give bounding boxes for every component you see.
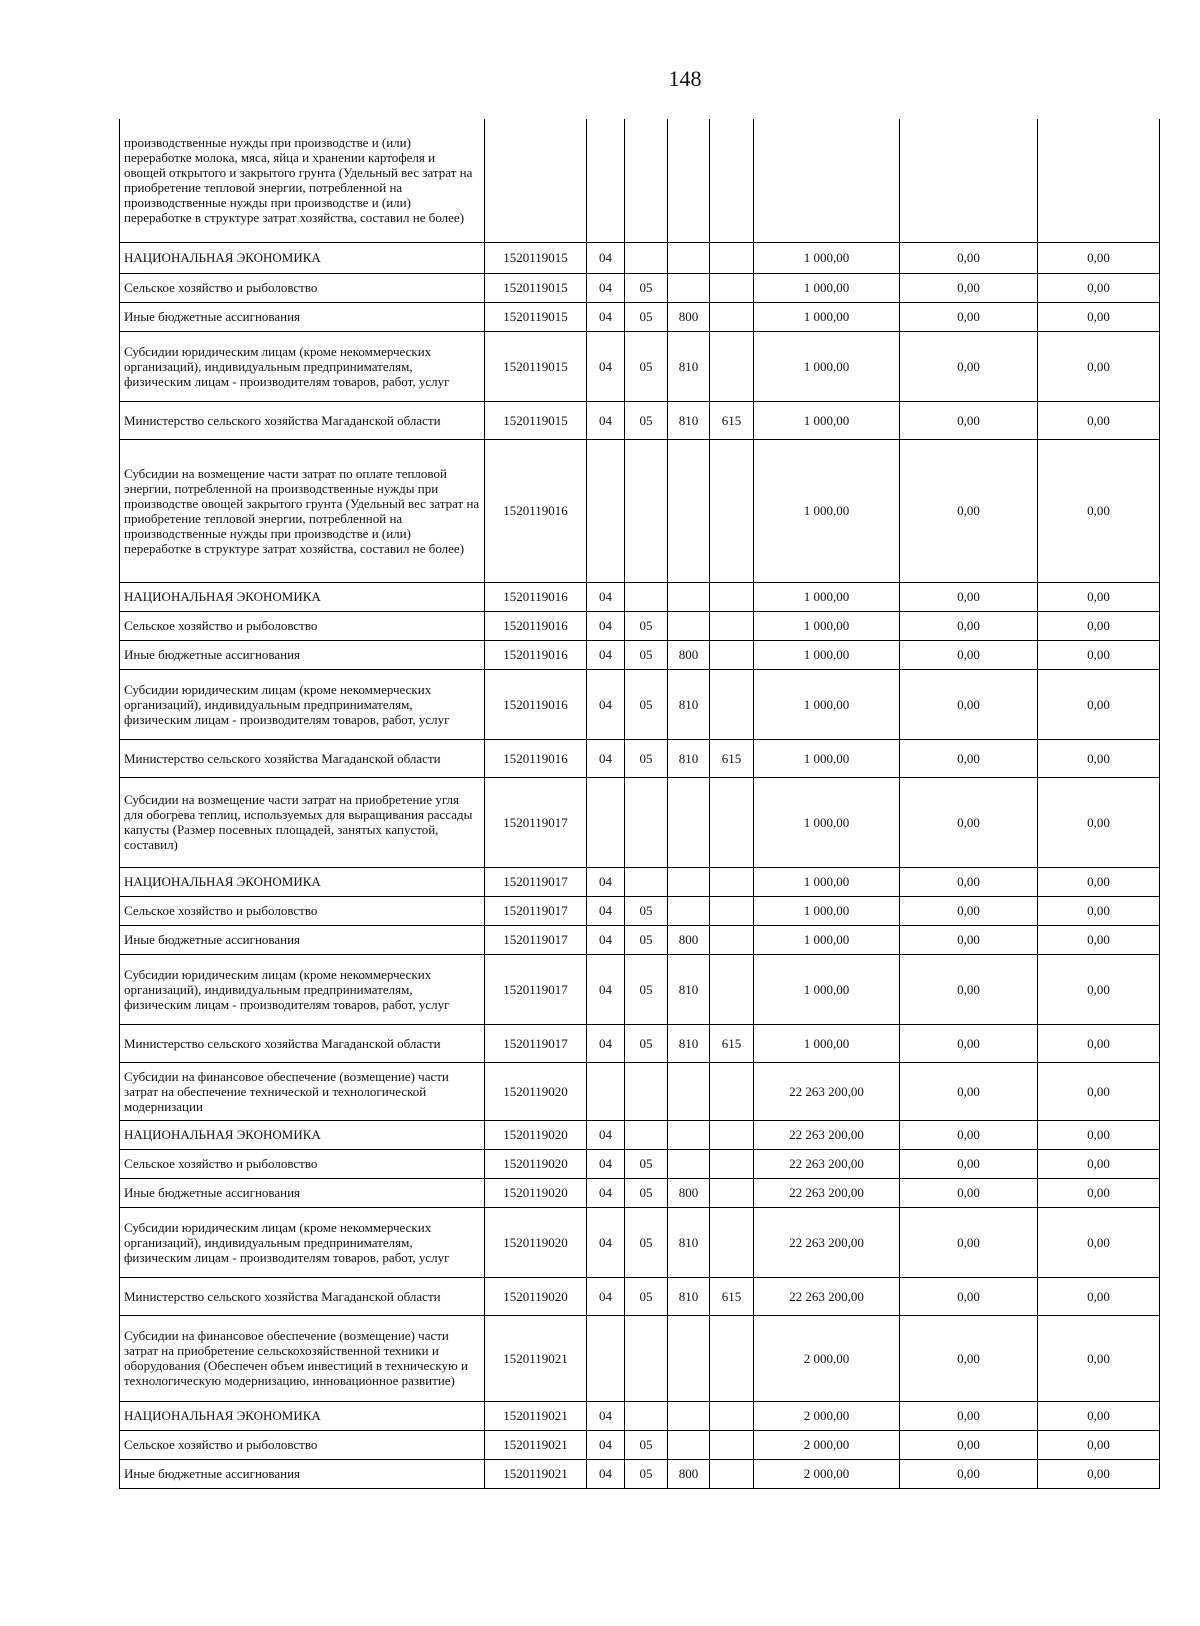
row-sum-3: 0,00 (1038, 1430, 1160, 1459)
row-sum-3: 0,00 (1038, 439, 1160, 582)
table-row (120, 777, 1160, 867)
row-vid: 800 (668, 1459, 710, 1488)
row-code: 1520119015 (485, 242, 587, 273)
row-code: 1520119017 (485, 1024, 587, 1062)
row-sum-2: 0,00 (900, 302, 1038, 331)
row-podrazdel (625, 1315, 668, 1401)
row-razdel: 04 (587, 867, 625, 896)
table-row (120, 896, 1160, 925)
row-razdel: 04 (587, 1459, 625, 1488)
row-name: Субсидии юридическим лицам (кроме некоммерческих организаций), индивидуальным предпринимателям, физическим лицам - производителям товаров, работ, услуг (120, 331, 485, 401)
row-glava (710, 1062, 754, 1120)
row-code: 1520119016 (485, 582, 587, 611)
table-row (120, 331, 1160, 401)
row-sum-2: 0,00 (900, 582, 1038, 611)
row-razdel: 04 (587, 242, 625, 273)
row-vid: 810 (668, 401, 710, 439)
row-podrazdel: 05 (625, 611, 668, 640)
row-code: 1520119017 (485, 867, 587, 896)
row-sum-1: 1 000,00 (754, 331, 900, 401)
row-code: 1520119017 (485, 777, 587, 867)
row-code: 1520119020 (485, 1178, 587, 1207)
row-glava (710, 777, 754, 867)
row-vid: 810 (668, 1277, 710, 1315)
row-glava: 615 (710, 1277, 754, 1315)
row-sum-2: 0,00 (900, 401, 1038, 439)
row-sum-1: 1 000,00 (754, 896, 900, 925)
row-vid (668, 582, 710, 611)
row-vid (668, 242, 710, 273)
row-sum-2: 0,00 (900, 439, 1038, 582)
row-glava (710, 331, 754, 401)
row-sum-1: 1 000,00 (754, 302, 900, 331)
row-code: 1520119015 (485, 273, 587, 302)
row-razdel: 04 (587, 1120, 625, 1149)
row-sum-2 (900, 119, 1038, 242)
row-vid (668, 1062, 710, 1120)
row-code: 1520119021 (485, 1315, 587, 1401)
row-sum-3: 0,00 (1038, 640, 1160, 669)
row-razdel: 04 (587, 331, 625, 401)
row-podrazdel: 05 (625, 401, 668, 439)
row-sum-2: 0,00 (900, 954, 1038, 1024)
table-row (120, 582, 1160, 611)
row-sum-1: 1 000,00 (754, 401, 900, 439)
row-code: 1520119017 (485, 896, 587, 925)
row-name: Министерство сельского хозяйства Магаданской области (120, 401, 485, 439)
row-vid (668, 1120, 710, 1149)
row-sum-3: 0,00 (1038, 925, 1160, 954)
row-sum-3: 0,00 (1038, 1277, 1160, 1315)
row-razdel: 04 (587, 1277, 625, 1315)
row-vid (668, 1430, 710, 1459)
row-sum-3 (1038, 119, 1160, 242)
row-razdel: 04 (587, 1401, 625, 1430)
row-razdel: 04 (587, 739, 625, 777)
table-row (120, 1120, 1160, 1149)
row-podrazdel: 05 (625, 1024, 668, 1062)
row-sum-2: 0,00 (900, 1149, 1038, 1178)
row-vid: 810 (668, 1024, 710, 1062)
row-sum-1: 1 000,00 (754, 925, 900, 954)
table-row (120, 439, 1160, 582)
row-sum-2: 0,00 (900, 1315, 1038, 1401)
table-row (120, 1401, 1160, 1430)
table-row (120, 640, 1160, 669)
row-name: НАЦИОНАЛЬНАЯ ЭКОНОМИКА (120, 1401, 485, 1430)
row-glava (710, 1401, 754, 1430)
row-sum-3: 0,00 (1038, 1178, 1160, 1207)
row-podrazdel: 05 (625, 1459, 668, 1488)
row-sum-3: 0,00 (1038, 331, 1160, 401)
row-glava (710, 242, 754, 273)
row-name: Субсидии на финансовое обеспечение (возмещение) части затрат на обеспечение технической и технологической модернизации (120, 1062, 485, 1120)
row-vid: 810 (668, 669, 710, 739)
row-code: 1520119020 (485, 1207, 587, 1277)
row-podrazdel: 05 (625, 1277, 668, 1315)
table-row (120, 669, 1160, 739)
row-name: производственные нужды при производстве и (или) переработке молока, мяса, яйца и хранении картофеля и овощей открытого и закрытого грунта (Удельный вес затрат на приобретение тепловой энергии, потребленной на производственные нужды при производстве и (или) переработке в структуре затрат хозяйства, составил не более) (120, 119, 485, 242)
row-podrazdel (625, 242, 668, 273)
row-podrazdel: 05 (625, 640, 668, 669)
row-sum-1: 1 000,00 (754, 640, 900, 669)
row-vid (668, 1315, 710, 1401)
table-row (120, 1178, 1160, 1207)
row-sum-2: 0,00 (900, 331, 1038, 401)
table-row (120, 925, 1160, 954)
row-name: Иные бюджетные ассигнования (120, 1459, 485, 1488)
row-razdel (587, 119, 625, 242)
row-sum-1: 22 263 200,00 (754, 1207, 900, 1277)
table-row (120, 1062, 1160, 1120)
row-vid: 800 (668, 640, 710, 669)
row-name: Иные бюджетные ассигнования (120, 302, 485, 331)
row-sum-1: 22 263 200,00 (754, 1120, 900, 1149)
row-glava (710, 1315, 754, 1401)
table-row (120, 1430, 1160, 1459)
row-code: 1520119015 (485, 302, 587, 331)
row-sum-3: 0,00 (1038, 867, 1160, 896)
row-name: Субсидии на возмещение части затрат на приобретение угля для обогрева теплиц, используемых для выращивания рассады капусты (Размер посевных площадей, занятых капустой, составил) (120, 777, 485, 867)
table-row (120, 1277, 1160, 1315)
row-vid: 810 (668, 1207, 710, 1277)
row-sum-1: 2 000,00 (754, 1401, 900, 1430)
row-code: 1520119016 (485, 640, 587, 669)
row-name: Сельское хозяйство и рыболовство (120, 896, 485, 925)
row-sum-1 (754, 119, 900, 242)
row-sum-1: 1 000,00 (754, 582, 900, 611)
row-razdel (587, 1315, 625, 1401)
row-glava: 615 (710, 1024, 754, 1062)
table-row (120, 1207, 1160, 1277)
row-sum-1: 2 000,00 (754, 1430, 900, 1459)
row-sum-3: 0,00 (1038, 1207, 1160, 1277)
row-code: 1520119021 (485, 1459, 587, 1488)
row-podrazdel (625, 867, 668, 896)
row-sum-3: 0,00 (1038, 273, 1160, 302)
table-row (120, 242, 1160, 273)
row-vid (668, 1401, 710, 1430)
row-razdel: 04 (587, 1430, 625, 1459)
row-sum-1: 2 000,00 (754, 1459, 900, 1488)
row-vid: 810 (668, 954, 710, 1024)
row-razdel: 04 (587, 1024, 625, 1062)
row-glava (710, 611, 754, 640)
row-name: НАЦИОНАЛЬНАЯ ЭКОНОМИКА (120, 242, 485, 273)
row-name: Субсидии на финансовое обеспечение (возмещение) части затрат на приобретение сельскохозяйственной техники и оборудования (Обеспечен объем инвестиций в техническую и технологическую модернизацию, инновационное развитие) (120, 1315, 485, 1401)
row-podrazdel (625, 439, 668, 582)
row-razdel: 04 (587, 954, 625, 1024)
row-sum-3: 0,00 (1038, 1149, 1160, 1178)
row-sum-3: 0,00 (1038, 401, 1160, 439)
row-code: 1520119021 (485, 1401, 587, 1430)
row-sum-1: 22 263 200,00 (754, 1062, 900, 1120)
table-row (120, 1315, 1160, 1401)
table-row (120, 954, 1160, 1024)
row-code: 1520119020 (485, 1062, 587, 1120)
row-glava: 615 (710, 401, 754, 439)
row-code: 1520119021 (485, 1430, 587, 1459)
row-code: 1520119016 (485, 611, 587, 640)
row-glava (710, 1207, 754, 1277)
row-sum-3: 0,00 (1038, 1459, 1160, 1488)
budget-table (119, 119, 1160, 1489)
row-vid (668, 896, 710, 925)
row-glava (710, 896, 754, 925)
row-sum-2: 0,00 (900, 669, 1038, 739)
row-razdel (587, 777, 625, 867)
row-razdel: 04 (587, 640, 625, 669)
row-razdel: 04 (587, 1207, 625, 1277)
page-number: 148 (668, 66, 702, 91)
row-glava (710, 1430, 754, 1459)
row-code: 1520119020 (485, 1120, 587, 1149)
table-row (120, 1459, 1160, 1488)
table-row (120, 739, 1160, 777)
row-sum-3: 0,00 (1038, 1062, 1160, 1120)
row-name: Сельское хозяйство и рыболовство (120, 1149, 485, 1178)
row-sum-1: 1 000,00 (754, 739, 900, 777)
row-vid (668, 439, 710, 582)
row-name: Субсидии юридическим лицам (кроме некоммерческих организаций), индивидуальным предпринимателям, физическим лицам - производителям товаров, работ, услуг (120, 669, 485, 739)
row-podrazdel: 05 (625, 273, 668, 302)
row-code: 1520119015 (485, 331, 587, 401)
row-sum-1: 2 000,00 (754, 1315, 900, 1401)
row-podrazdel: 05 (625, 302, 668, 331)
row-razdel: 04 (587, 1178, 625, 1207)
row-podrazdel: 05 (625, 1430, 668, 1459)
row-sum-2: 0,00 (900, 739, 1038, 777)
row-vid (668, 273, 710, 302)
table-row (120, 867, 1160, 896)
row-sum-3: 0,00 (1038, 1024, 1160, 1062)
row-podrazdel: 05 (625, 1178, 668, 1207)
row-sum-2: 0,00 (900, 242, 1038, 273)
row-sum-1: 1 000,00 (754, 242, 900, 273)
row-sum-3: 0,00 (1038, 582, 1160, 611)
row-glava (710, 640, 754, 669)
row-glava (710, 1120, 754, 1149)
row-name: НАЦИОНАЛЬНАЯ ЭКОНОМИКА (120, 867, 485, 896)
row-sum-3: 0,00 (1038, 954, 1160, 1024)
row-sum-1: 22 263 200,00 (754, 1178, 900, 1207)
row-sum-2: 0,00 (900, 611, 1038, 640)
row-sum-3: 0,00 (1038, 896, 1160, 925)
row-vid (668, 1149, 710, 1178)
row-sum-1: 1 000,00 (754, 611, 900, 640)
row-sum-1: 1 000,00 (754, 867, 900, 896)
row-sum-2: 0,00 (900, 925, 1038, 954)
row-sum-1: 1 000,00 (754, 954, 900, 1024)
row-sum-2: 0,00 (900, 777, 1038, 867)
row-glava: 615 (710, 739, 754, 777)
row-sum-2: 0,00 (900, 1401, 1038, 1430)
row-vid: 810 (668, 331, 710, 401)
row-name: Министерство сельского хозяйства Магаданской области (120, 739, 485, 777)
row-sum-2: 0,00 (900, 896, 1038, 925)
row-name: Иные бюджетные ассигнования (120, 1178, 485, 1207)
row-razdel (587, 439, 625, 582)
row-name: Иные бюджетные ассигнования (120, 640, 485, 669)
row-vid: 800 (668, 925, 710, 954)
row-razdel: 04 (587, 669, 625, 739)
row-razdel: 04 (587, 925, 625, 954)
row-podrazdel (625, 1120, 668, 1149)
row-razdel: 04 (587, 611, 625, 640)
row-podrazdel: 05 (625, 669, 668, 739)
row-podrazdel (625, 1062, 668, 1120)
row-glava (710, 439, 754, 582)
row-sum-3: 0,00 (1038, 242, 1160, 273)
row-code: 1520119020 (485, 1277, 587, 1315)
row-sum-1: 1 000,00 (754, 669, 900, 739)
table-row (120, 1149, 1160, 1178)
row-vid (668, 777, 710, 867)
table-row (120, 401, 1160, 439)
row-sum-1: 22 263 200,00 (754, 1149, 900, 1178)
row-name: Министерство сельского хозяйства Магаданской области (120, 1024, 485, 1062)
row-sum-1: 1 000,00 (754, 777, 900, 867)
row-name: НАЦИОНАЛЬНАЯ ЭКОНОМИКА (120, 582, 485, 611)
row-name: Сельское хозяйство и рыболовство (120, 611, 485, 640)
row-name: Министерство сельского хозяйства Магаданской области (120, 1277, 485, 1315)
row-vid: 800 (668, 1178, 710, 1207)
row-sum-1: 1 000,00 (754, 439, 900, 582)
row-name: Субсидии юридическим лицам (кроме некоммерческих организаций), индивидуальным предпринимателям, физическим лицам - производителям товаров, работ, услуг (120, 954, 485, 1024)
row-razdel (587, 1062, 625, 1120)
row-sum-2: 0,00 (900, 1024, 1038, 1062)
table-row (120, 1024, 1160, 1062)
row-sum-1: 22 263 200,00 (754, 1277, 900, 1315)
row-name: Субсидии юридическим лицам (кроме некоммерческих организаций), индивидуальным предпринимателям, физическим лицам - производителям товаров, работ, услуг (120, 1207, 485, 1277)
table-row (120, 119, 1160, 242)
row-code: 1520119015 (485, 401, 587, 439)
row-sum-2: 0,00 (900, 1459, 1038, 1488)
row-sum-3: 0,00 (1038, 1401, 1160, 1430)
row-glava (710, 273, 754, 302)
row-sum-3: 0,00 (1038, 739, 1160, 777)
row-podrazdel: 05 (625, 1207, 668, 1277)
row-sum-2: 0,00 (900, 1277, 1038, 1315)
row-glava (710, 582, 754, 611)
row-glava (710, 302, 754, 331)
row-glava (710, 1149, 754, 1178)
row-podrazdel: 05 (625, 1149, 668, 1178)
row-code: 1520119016 (485, 669, 587, 739)
row-podrazdel: 05 (625, 331, 668, 401)
row-podrazdel (625, 1401, 668, 1430)
table-row (120, 611, 1160, 640)
row-vid: 800 (668, 302, 710, 331)
table-row (120, 302, 1160, 331)
row-sum-1: 1 000,00 (754, 273, 900, 302)
row-sum-2: 0,00 (900, 640, 1038, 669)
row-glava (710, 867, 754, 896)
row-razdel: 04 (587, 302, 625, 331)
row-podrazdel: 05 (625, 954, 668, 1024)
table-row (120, 273, 1160, 302)
row-razdel: 04 (587, 273, 625, 302)
row-code: 1520119016 (485, 739, 587, 777)
row-sum-3: 0,00 (1038, 669, 1160, 739)
row-name: Сельское хозяйство и рыболовство (120, 273, 485, 302)
row-vid (668, 867, 710, 896)
row-sum-2: 0,00 (900, 273, 1038, 302)
row-sum-1: 1 000,00 (754, 1024, 900, 1062)
row-glava (710, 1459, 754, 1488)
row-sum-3: 0,00 (1038, 611, 1160, 640)
row-sum-2: 0,00 (900, 1430, 1038, 1459)
row-glava (710, 119, 754, 242)
row-podrazdel: 05 (625, 896, 668, 925)
row-podrazdel: 05 (625, 925, 668, 954)
row-glava (710, 925, 754, 954)
row-vid (668, 611, 710, 640)
row-sum-3: 0,00 (1038, 302, 1160, 331)
row-sum-2: 0,00 (900, 867, 1038, 896)
row-podrazdel: 05 (625, 739, 668, 777)
row-podrazdel (625, 777, 668, 867)
row-name: НАЦИОНАЛЬНАЯ ЭКОНОМИКА (120, 1120, 485, 1149)
row-name: Субсидии на возмещение части затрат по оплате тепловой энергии, потребленной на производственные нужды при производстве овощей закрытого грунта (Удельный вес затрат на приобретение тепловой энергии, потребленной на производственные нужды при производстве и (или) переработке в структуре затрат хозяйства, составил не более) (120, 439, 485, 582)
row-razdel: 04 (587, 582, 625, 611)
row-sum-3: 0,00 (1038, 1315, 1160, 1401)
row-sum-3: 0,00 (1038, 1120, 1160, 1149)
row-razdel: 04 (587, 896, 625, 925)
row-code: 1520119016 (485, 439, 587, 582)
row-code: 1520119017 (485, 954, 587, 1024)
table-body (120, 119, 1160, 1488)
row-sum-2: 0,00 (900, 1120, 1038, 1149)
row-code (485, 119, 587, 242)
row-glava (710, 1178, 754, 1207)
row-razdel: 04 (587, 401, 625, 439)
row-podrazdel (625, 119, 668, 242)
row-glava (710, 669, 754, 739)
row-sum-2: 0,00 (900, 1062, 1038, 1120)
row-sum-2: 0,00 (900, 1207, 1038, 1277)
row-sum-2: 0,00 (900, 1178, 1038, 1207)
row-name: Сельское хозяйство и рыболовство (120, 1430, 485, 1459)
row-razdel: 04 (587, 1149, 625, 1178)
row-vid: 810 (668, 739, 710, 777)
row-name: Иные бюджетные ассигнования (120, 925, 485, 954)
row-glava (710, 954, 754, 1024)
row-podrazdel (625, 582, 668, 611)
row-code: 1520119017 (485, 925, 587, 954)
row-sum-3: 0,00 (1038, 777, 1160, 867)
row-vid (668, 119, 710, 242)
row-code: 1520119020 (485, 1149, 587, 1178)
